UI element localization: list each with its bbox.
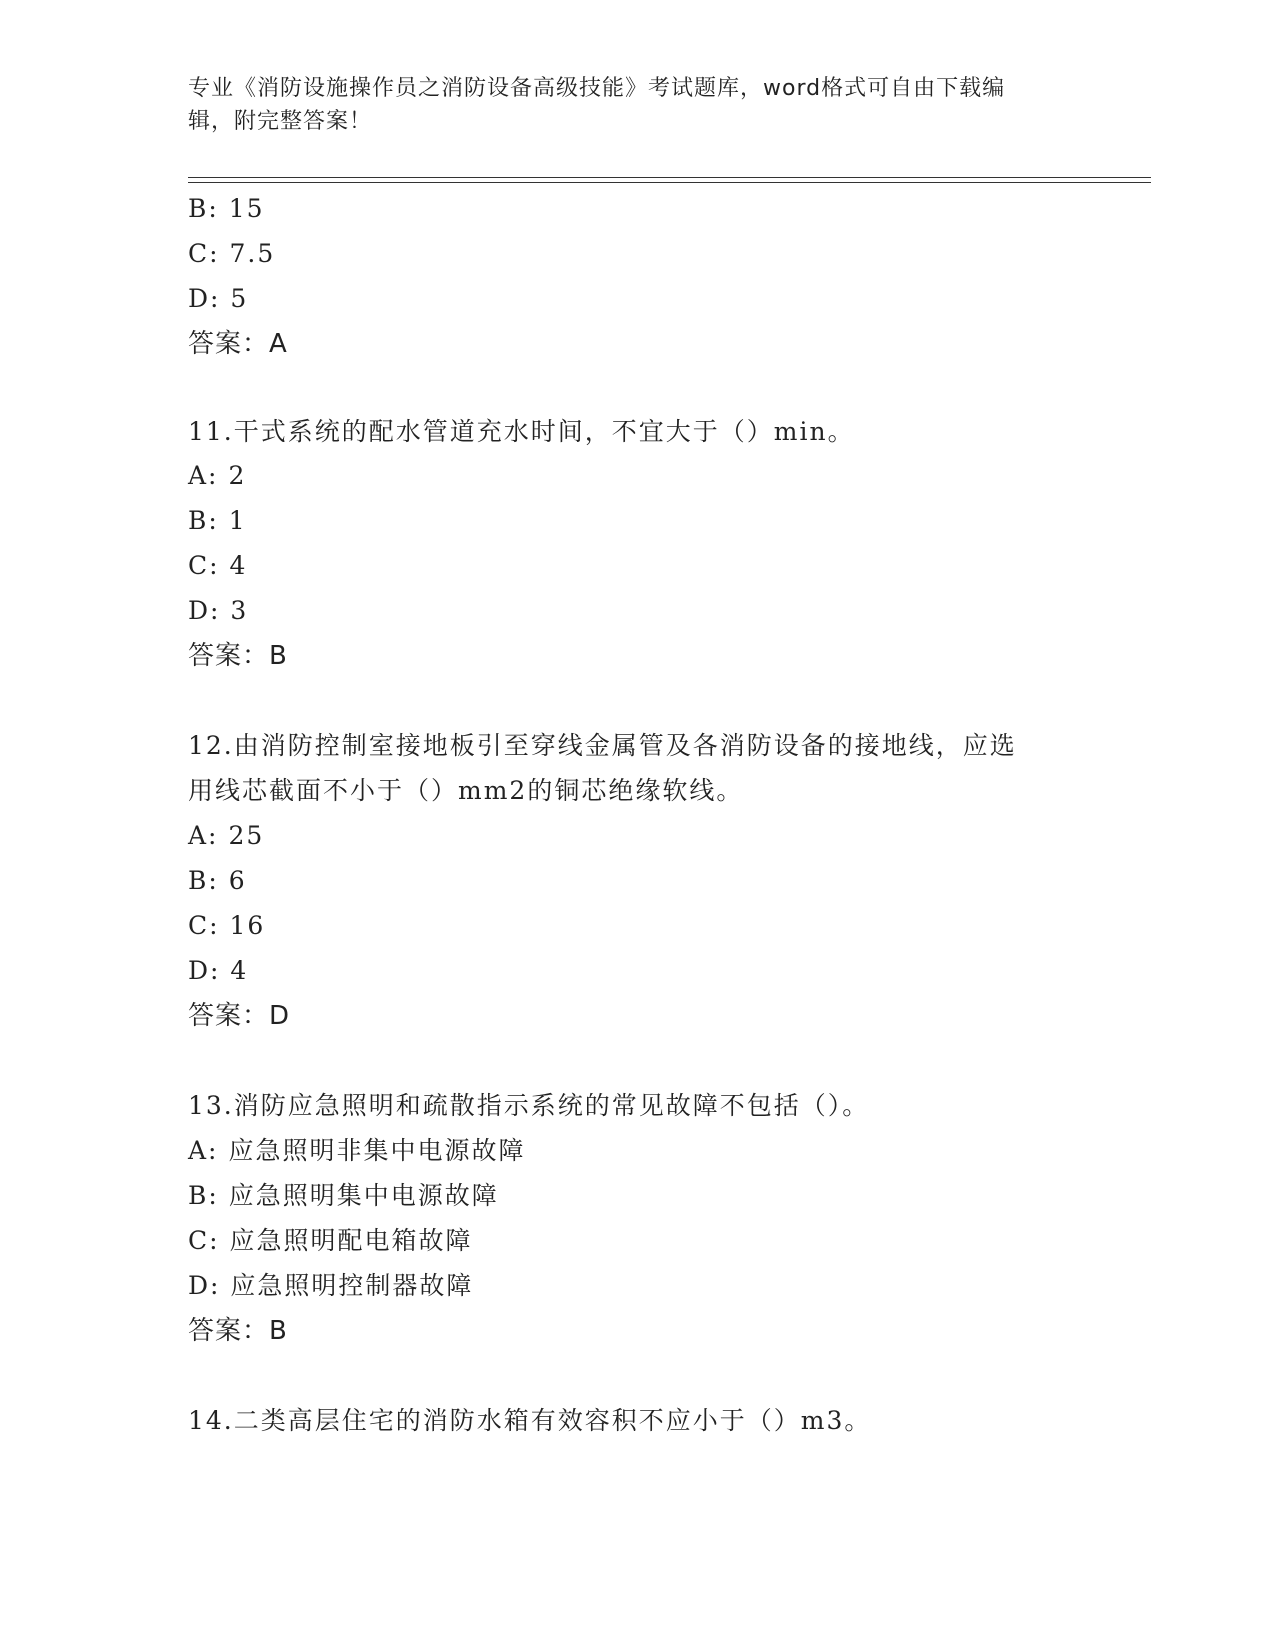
option-c: C: 应急照明配电箱故障 — [188, 1226, 473, 1255]
question-12-stem-line-2: 用线芯截面不小于（）mm2的铜芯绝缘软线。 — [188, 776, 744, 805]
answer-text: 答案：A — [188, 329, 288, 359]
answer-text: 答案：B — [188, 1316, 288, 1346]
option-b: B: 15 — [188, 194, 265, 223]
option-b: B: 应急照明集中电源故障 — [188, 1181, 499, 1210]
option-d: D: 5 — [188, 284, 249, 313]
option-c: C: 4 — [188, 551, 248, 580]
header-line-1: 专业《消防设施操作员之消防设备高级技能》考试题库，word格式可自由下载编 — [188, 76, 1006, 101]
option-d: D: 3 — [188, 596, 249, 625]
question-11-stem: 11.干式系统的配水管道充水时间，不宜大于（）min。 — [188, 417, 855, 446]
option-c: C: 16 — [188, 911, 266, 940]
option-c: C: 7.5 — [188, 239, 276, 268]
option-a: A: 25 — [188, 821, 265, 850]
answer-text: 答案：B — [188, 641, 288, 671]
option-d: D: 4 — [188, 956, 249, 985]
document-header — [188, 72, 1068, 138]
header-line-2: 辑，附完整答案！ — [188, 109, 373, 134]
answer-text: 答案：D — [188, 1001, 291, 1031]
question-12-stem-line-1: 12.由消防控制室接地板引至穿线金属管及各消防设备的接地线，应选 — [188, 731, 1017, 760]
header-divider-bottom — [188, 182, 1151, 183]
option-a: A: 2 — [188, 461, 247, 490]
option-d: D: 应急照明控制器故障 — [188, 1271, 474, 1300]
option-b: B: 1 — [188, 506, 247, 535]
option-a: A: 应急照明非集中电源故障 — [188, 1136, 526, 1165]
option-b: B: 6 — [188, 866, 247, 895]
header-divider-top — [188, 177, 1151, 178]
question-14-stem: 14.二类高层住宅的消防水箱有效容积不应小于（）m3。 — [188, 1406, 872, 1435]
question-13-stem: 13.消防应急照明和疏散指示系统的常见故障不包括（）。 — [188, 1091, 870, 1120]
